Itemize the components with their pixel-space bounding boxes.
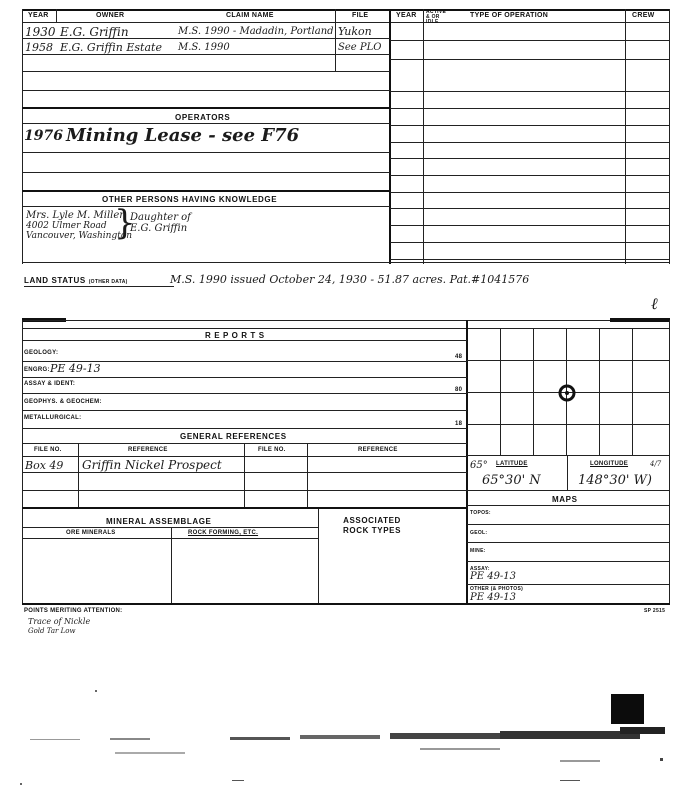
report-label: ENGRG: bbox=[24, 367, 50, 373]
rock-forming-header: ROCK FORMING, ETC. bbox=[188, 530, 259, 536]
knowledge-line: Mrs. Lyle M. Miller bbox=[26, 210, 125, 221]
col-year: YEAR bbox=[28, 12, 49, 19]
operator-year: 1976 bbox=[24, 128, 63, 144]
col-type-of-operation: TYPE OF OPERATION bbox=[470, 12, 549, 19]
report-label: GEOLOGY: bbox=[24, 350, 59, 356]
report-value: PE 49-13 bbox=[50, 362, 101, 375]
maps-assay-value: PE 49-13 bbox=[470, 571, 517, 582]
col-file: FILE bbox=[352, 12, 369, 19]
maps-title: MAPS bbox=[552, 495, 578, 504]
maps-topos: TOPOS: bbox=[470, 510, 491, 516]
owner-name: E.G. Griffin bbox=[60, 25, 129, 39]
knowledge-line: Vancouver, Washington bbox=[26, 231, 133, 241]
col-year-2: YEAR bbox=[396, 12, 417, 19]
points-label: POINTS MERITING ATTENTION: bbox=[24, 608, 123, 614]
owner-year: 1930 bbox=[25, 25, 56, 39]
latitude-prefix: 65° bbox=[470, 460, 488, 471]
refs-reference-header: REFERENCE bbox=[128, 447, 168, 453]
corner-mark: ℓ bbox=[651, 294, 658, 313]
operator-entry: Mining Lease - see F76 bbox=[66, 125, 300, 146]
file-value: Yukon bbox=[338, 25, 372, 38]
owner-name: E.G. Griffin Estate bbox=[60, 41, 162, 54]
brace-icon: } bbox=[114, 203, 136, 243]
refs-file-no-header-2: FILE NO. bbox=[258, 447, 286, 453]
col-crew: CREW bbox=[632, 12, 655, 19]
longitude-label: LONGITUDE bbox=[590, 461, 629, 467]
reports-title: R E P O R T S bbox=[205, 331, 265, 340]
maps-mine: MINE: bbox=[470, 548, 486, 554]
knowledge-relation: Daughter of bbox=[130, 212, 191, 223]
maps-assay: ASSAY: bbox=[470, 566, 490, 572]
refs-file-entry: Box 49 bbox=[25, 459, 64, 472]
latitude-value: 65°30' N bbox=[482, 473, 541, 488]
file-value: See PLO bbox=[338, 42, 382, 53]
report-label: ASSAY & IDENT: bbox=[24, 381, 76, 387]
col-claim-name: CLAIM NAME bbox=[226, 12, 274, 19]
operators-title: OPERATORS bbox=[175, 113, 231, 122]
ore-minerals-header: ORE MINERALS bbox=[66, 530, 116, 536]
land-status-sub: (OTHER DATA) bbox=[88, 279, 128, 285]
land-status-label: LAND STATUS bbox=[24, 276, 86, 285]
refs-reference-entry: Griffin Nickel Prospect bbox=[82, 458, 222, 472]
associated-rock-types: ASSOCIATED ROCK TYPES bbox=[343, 516, 402, 535]
latitude-label: LATITUDE bbox=[496, 461, 528, 467]
report-num: 80 bbox=[455, 387, 463, 393]
col-owner: OWNER bbox=[96, 12, 125, 19]
form-number: SP 2515 bbox=[644, 608, 666, 614]
knowledge-title: OTHER PERSONS HAVING KNOWLEDGE bbox=[102, 195, 278, 204]
refs-reference-header-2: REFERENCE bbox=[358, 447, 398, 453]
report-label: METALLURGICAL: bbox=[24, 415, 82, 421]
col-active-idle: ACTIVE & OR IDLE bbox=[426, 9, 447, 25]
mineral-assemblage-title: MINERAL ASSEMBLAGE bbox=[106, 517, 212, 526]
land-status-value: M.S. 1990 issued October 24, 1930 - 51.87 acres. Pat.#1041576 bbox=[170, 273, 530, 286]
claim-name: M.S. 1990 bbox=[178, 42, 230, 53]
owner-year: 1958 bbox=[25, 41, 53, 54]
maps-other-value: PE 49-13 bbox=[470, 592, 517, 603]
knowledge-relation: E.G. Griffin bbox=[130, 223, 188, 234]
points-line: Gold Tar Low bbox=[28, 627, 76, 635]
report-num: 18 bbox=[455, 421, 463, 427]
maps-other: OTHER (& PHOTOS) bbox=[470, 586, 524, 592]
report-num: 48 bbox=[455, 354, 463, 360]
points-line: Trace of Nickle bbox=[28, 617, 91, 626]
report-label: GEOPHYS. & GEOCHEM: bbox=[24, 399, 102, 405]
general-references-title: GENERAL REFERENCES bbox=[180, 432, 287, 441]
longitude-suffix: 4/7 bbox=[650, 460, 662, 468]
knowledge-line: 4002 Ulmer Road bbox=[26, 221, 107, 231]
claim-name: M.S. 1990 - Madadin, Portland bbox=[178, 26, 334, 37]
refs-file-no-header: FILE NO. bbox=[34, 447, 62, 453]
longitude-value: 148°30' W) bbox=[578, 473, 652, 488]
location-marker-icon bbox=[556, 384, 578, 402]
maps-geol: GEOL: bbox=[470, 530, 488, 536]
